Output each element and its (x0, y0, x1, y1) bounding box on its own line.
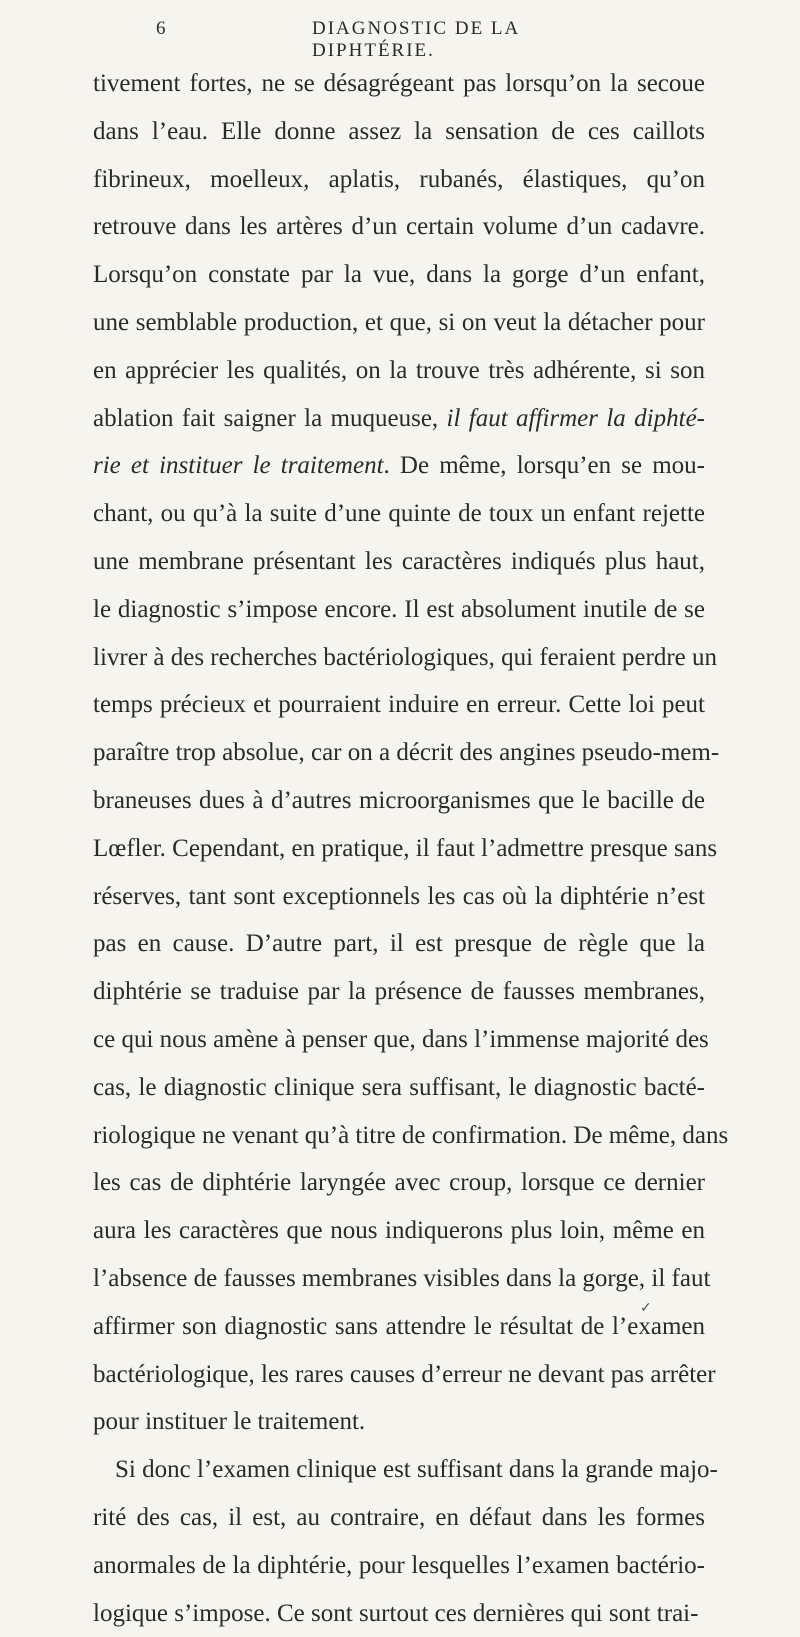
line-text: réserves, tant sont exceptionnels les cas où la diphtérie n’est (93, 883, 705, 910)
line-text: en apprécier les qualités, on la trouve très adhérente, si son (93, 357, 705, 384)
line-text: cas, le diagnostic clinique sera suffisant, le diagnostic bacté- (93, 1074, 705, 1101)
line-text: ce qui nous amène à penser que, dans l’immense majorité des (93, 1026, 709, 1053)
line-text: braneuses dues à d’autres microorganismes que le bacille de (93, 787, 705, 814)
text-line (93, 1542, 705, 1590)
text-line (93, 825, 705, 873)
text-line (93, 1016, 705, 1064)
line-text: Si donc l’examen clinique est suffisant dans la grande majo- (115, 1456, 718, 1483)
line-text: chant, ou qu’à la suite d’une quinte de toux un enfant rejette (93, 500, 705, 527)
running-title: DIAGNOSTIC DE LA DIPHTÉRIE. (312, 18, 620, 62)
text-line (93, 1112, 705, 1160)
text-line (93, 634, 705, 682)
line-text: Lorsqu’on constate par la vue, dans la gorge d’un enfant, (93, 261, 705, 288)
line-text: rité des cas, il est, au contraire, en défaut dans les formes (93, 1504, 705, 1531)
text-line (93, 873, 705, 921)
line-text: pour instituer le traitement. (93, 1408, 365, 1435)
line-text: . De même, lorsqu’en se mou- (384, 452, 705, 479)
body-text (93, 60, 705, 1637)
line-text: retrouve dans les artères d’un certain volume d’un cadavre. (93, 213, 705, 240)
line-text: le diagnostic s’impose encore. Il est absolument inutile de se (93, 596, 705, 623)
line-text: diphtérie se traduise par la présence de fausses membranes, (93, 978, 705, 1005)
text-line (93, 538, 705, 586)
text-line (93, 968, 705, 1016)
line-text: dans l’eau. Elle donne assez la sensation de ces caillots (93, 118, 705, 145)
line-text: Lœfler. Cependant, en pratique, il faut l’admettre presque sans (93, 835, 717, 862)
text-line (93, 490, 705, 538)
line-text: pas en cause. D’autre part, il est presque de règle que la (93, 930, 705, 957)
line-text: fibrineux, moelleux, aplatis, rubanés, élastiques, qu’on (93, 166, 705, 193)
line-text: temps précieux et pourraient induire en erreur. Cette loi peut (93, 691, 705, 718)
line-text: anormales de la diphtérie, pour lesquelles l’examen bactério- (93, 1552, 705, 1579)
text-line (93, 156, 705, 204)
text-line (93, 1398, 705, 1446)
stray-mark: ✓ (640, 1300, 652, 1316)
line-text: tivement fortes, ne se désagrégeant pas lorsqu’on la secoue (93, 70, 705, 97)
text-line (93, 729, 705, 777)
text-line (93, 395, 705, 443)
line-text: ablation fait saigner la muqueuse, (93, 405, 447, 432)
emphasis-text: rie et instituer le traitement (93, 452, 384, 479)
line-text: les cas de diphtérie laryngée avec croup, lorsque ce dernier (93, 1169, 705, 1196)
text-line (93, 1351, 705, 1399)
line-text: l’absence de fausses membranes visibles dans la gorge, il faut (93, 1265, 710, 1292)
text-line (93, 777, 705, 825)
text-line (93, 920, 705, 968)
text-line (93, 251, 705, 299)
line-text: aura les caractères que nous indiquerons plus loin, même en (93, 1217, 705, 1244)
line-text: paraître trop absolue, car on a décrit des angines pseudo-mem- (93, 739, 719, 766)
page-number: 6 (156, 18, 167, 40)
text-line (93, 1255, 705, 1303)
text-line (93, 586, 705, 634)
text-line (93, 60, 705, 108)
text-line (93, 299, 705, 347)
text-line (93, 1207, 705, 1255)
text-line (93, 1064, 705, 1112)
line-text: logique s’impose. Ce sont surtout ces dernières qui sont trai- (93, 1600, 698, 1627)
text-line (93, 681, 705, 729)
text-line (93, 1303, 705, 1351)
line-text: riologique ne venant qu’à titre de confirmation. De même, dans (93, 1122, 728, 1149)
line-text: une membrane présentant les caractères indiqués plus haut, (93, 548, 705, 575)
text-line (93, 1159, 705, 1207)
text-line (93, 203, 705, 251)
text-line (93, 442, 705, 490)
text-line (93, 1446, 705, 1494)
emphasis-text: il faut affirmer la diphté- (447, 405, 705, 432)
text-line (93, 347, 705, 395)
text-line (93, 108, 705, 156)
text-line (93, 1494, 705, 1542)
line-text: affirmer son diagnostic sans attendre le résultat de l’examen (93, 1313, 705, 1340)
line-text: une semblable production, et que, si on veut la détacher pour (93, 309, 705, 336)
line-text: bactériologique, les rares causes d’erreur ne devant pas arrêter (93, 1361, 716, 1388)
text-line (93, 1590, 705, 1637)
line-text: livrer à des recherches bactériologiques, qui feraient perdre un (93, 644, 717, 671)
